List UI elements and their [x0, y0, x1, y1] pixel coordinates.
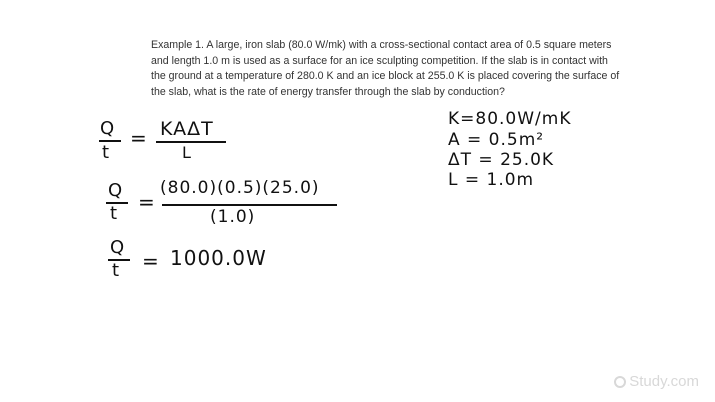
- eq3-lhs-numerator: Q: [110, 237, 126, 258]
- given-area: A = 0.5m²: [448, 130, 545, 150]
- eq2-rhs-fraction-bar: [162, 204, 337, 206]
- eq1-rhs-numerator: KAΔT: [160, 118, 214, 140]
- eq1-lhs-denominator: t: [102, 142, 111, 163]
- eq3-equals: =: [142, 249, 160, 273]
- watermark: [614, 373, 699, 390]
- given-delta-t: ΔT = 25.0K: [448, 150, 555, 170]
- eq3-result: 1000.0W: [170, 246, 267, 270]
- study-logo-icon: [614, 376, 626, 388]
- eq2-rhs-denominator: (1.0): [210, 207, 256, 227]
- given-length: L = 1.0m: [448, 170, 535, 190]
- eq2-lhs-denominator: t: [110, 203, 119, 224]
- eq1-lhs-numerator: Q: [100, 118, 116, 139]
- watermark-text: Study.com: [629, 373, 699, 390]
- eq1-equals: =: [130, 126, 148, 150]
- eq3-lhs-denominator: t: [112, 260, 121, 281]
- problem-statement: Example 1. A large, iron slab (80.0 W/mk) with a cross-sectional contact area of 0.5 square meters and length 1.0 m is used as a surface for an ice sculpting competition. If the slab is in contact with the ground at a temperature of 280.0 K and an ice block at 255.0 K is placed covering the surface of the slab, what is the rate of energy transfer through the slab by conduction?: [151, 39, 620, 98]
- given-conductivity: K=80.0W/mK: [448, 109, 572, 129]
- eq2-lhs-numerator: Q: [108, 180, 124, 201]
- eq2-rhs-numerator: (80.0)(0.5)(25.0): [160, 178, 320, 198]
- eq2-equals: =: [138, 190, 156, 214]
- eq1-rhs-denominator: L: [182, 143, 192, 162]
